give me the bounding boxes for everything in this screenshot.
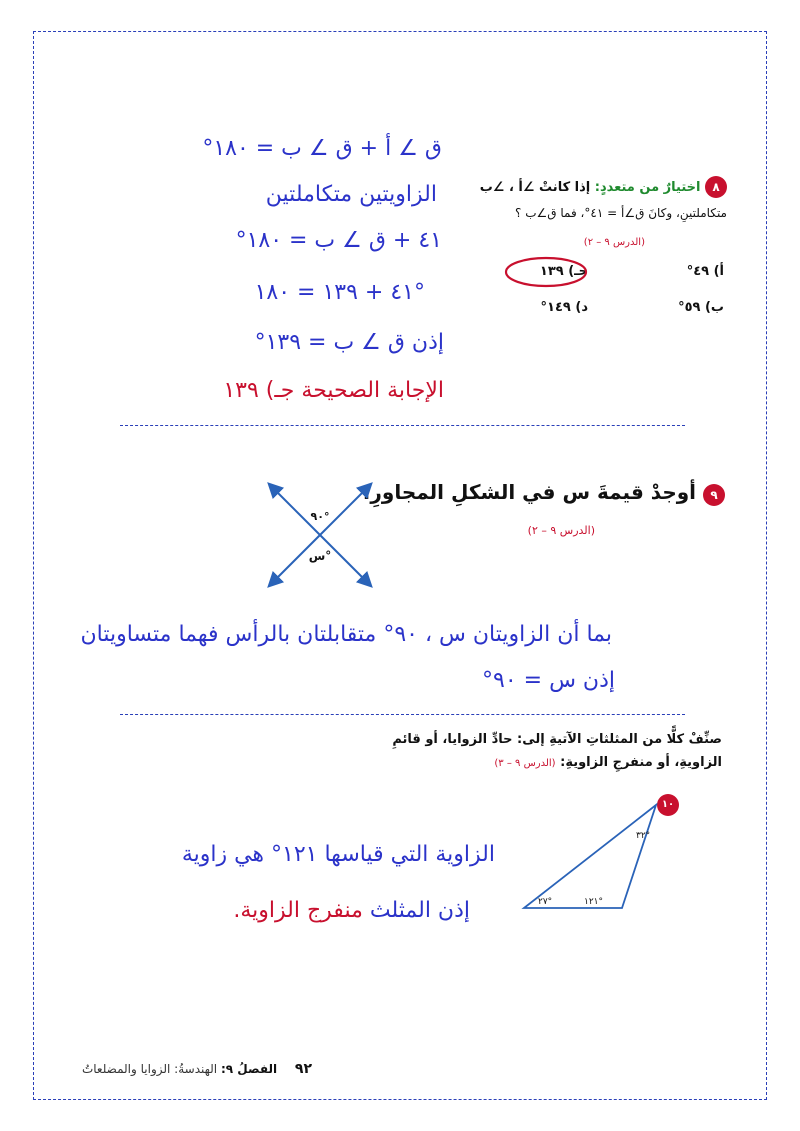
separator-2	[120, 714, 685, 715]
q10-angle-top: ٣٢°	[636, 831, 651, 841]
q8-solution-line-1: ق ∠ أ + ق ∠ ب = ١٨٠°	[202, 136, 442, 161]
q8-lesson-ref: (الدرس ٩ – ٢)	[583, 237, 645, 248]
q10-solution-line-2	[233, 898, 470, 923]
q8-option-a: أ) ٤٩°	[686, 264, 724, 279]
q10-angle-mid: ١٢١°	[584, 897, 604, 907]
q10-lesson-ref: (الدرس ٩ – ٣)	[494, 758, 556, 769]
q10-solution-line-1: الزاوية التي قياسها ١٢١° هي زاوية	[181, 842, 495, 867]
q9-angle-label-90: ٩٠°	[310, 510, 330, 523]
q9-title	[363, 480, 725, 506]
q8-correct-answer: الإجابة الصحيحة جـ) ١٣٩	[223, 378, 444, 403]
separator-1	[120, 425, 685, 426]
q8-option-c: جـ) ١٣٩	[539, 264, 588, 279]
q10-intro-line-2-wrap	[494, 755, 722, 770]
footer-chapter: الفصلُ ٩:	[220, 1062, 278, 1076]
q8-solution-line-5: إذن ق ∠ ب = ١٣٩°	[254, 330, 444, 355]
footer-chapter-title: الهندسةُ: الزوايا والمضلعاتُ	[81, 1062, 218, 1076]
q8-option-b: ب) ٥٩°	[678, 300, 724, 315]
q8-answer-circle	[503, 255, 589, 289]
q8-line-2: متكاملتينِ، وكانَ ق∠أ = ٤١°، فما ق∠ب ؟	[515, 206, 727, 220]
q10-angle-left: ٢٧°	[538, 897, 553, 907]
q8-solution-line-3: ٤١ + ق ∠ ب = ١٨٠°	[235, 228, 442, 253]
q10-triangle-figure	[512, 800, 672, 915]
q8-solution-line-4: ٤١ + ١٣٩ = ١٨٠°	[254, 280, 425, 305]
q8-title-lead: اختيارٌ من متعددٍ:	[594, 180, 701, 195]
q9-number-badge: ٩	[703, 484, 725, 506]
q8-title-rest: إذا كانتْ ∠أ ، ∠ب	[479, 180, 591, 195]
q10-solution-line-2-pre: إذن المثلث	[369, 898, 470, 923]
q9-lesson-ref: (الدرس ٩ – ٢)	[527, 524, 595, 537]
q10-intro-line-1: صنِّفْ كلًّا من المثلثاتِ الآتيةِ إلى: حادِّ الزوايا، أو قائمِ	[392, 732, 722, 747]
q9-text: أوجدْ قيمةَ س في الشكلِ المجاورِ.	[362, 480, 697, 504]
page-number: ٩٢	[294, 1061, 312, 1077]
page-footer	[82, 1061, 312, 1077]
q9-solution-line-2: إذن س = ٩٠°	[482, 668, 615, 693]
q8-solution-line-2: الزاويتين متكاملتين	[265, 182, 437, 207]
q10-number-badge: ١٠	[657, 794, 679, 816]
q8-option-d: د) ١٤٩°	[540, 300, 588, 315]
q9-figure	[262, 480, 378, 590]
q9-intersecting-lines	[270, 485, 370, 585]
q9-solution-line-1: بما أن الزاويتان س ، ٩٠° متقابلتان بالرأس فهما متساويتان	[80, 622, 612, 647]
q10-triangle	[524, 805, 656, 908]
q10-intro-line-2: الزاويةِ، أو منفرجِ الزاويةِ:	[560, 755, 722, 770]
q9-angle-label-x: س°	[308, 549, 332, 563]
q10-solution-line-2-red: منفرج الزاوية.	[233, 898, 363, 923]
q8-title	[480, 176, 727, 198]
q8-number-badge: ٨	[705, 176, 727, 198]
